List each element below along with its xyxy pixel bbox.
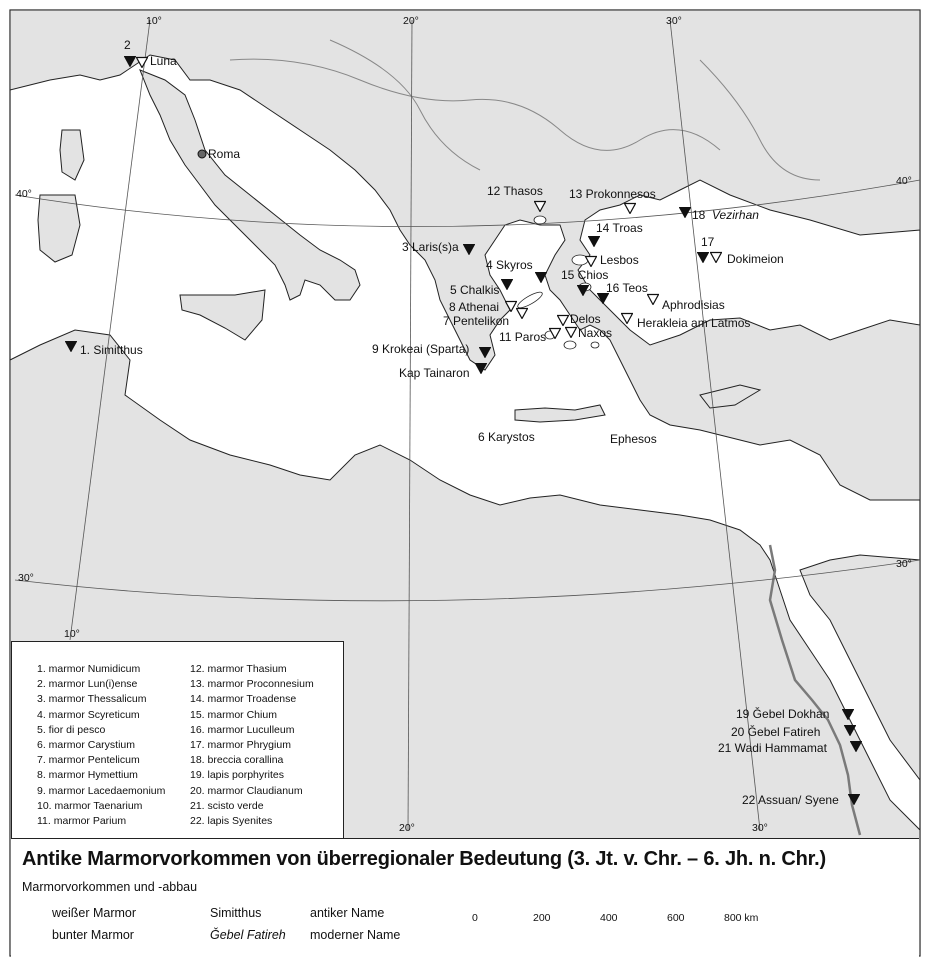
label-karystos: 6 Karystos xyxy=(478,430,535,444)
key-modern-label: moderner Name xyxy=(310,928,401,942)
label-assuan: 22 Assuan/ Syene xyxy=(742,793,839,807)
label-simitthus: 1. Simitthus xyxy=(80,343,143,357)
legend-item: 1. marmor Numidicum xyxy=(37,663,141,675)
label-thasos: 12 Thasos xyxy=(487,184,543,198)
legend-item: 5. fior di pesco xyxy=(37,723,106,736)
legend-item: 22. lapis Syenites xyxy=(190,815,273,828)
legend-item: 12. marmor Thasium xyxy=(190,663,287,675)
label-naxos: Naxos xyxy=(578,326,613,340)
label-ephesos: Ephesos xyxy=(610,432,657,446)
label-athenai: 8 Athenai xyxy=(449,300,500,314)
legend-item: 7. marmor Pentelicum xyxy=(37,754,140,767)
label-dokimeion: Dokimeion xyxy=(727,252,784,266)
legend-item: 21. scisto verde xyxy=(190,799,264,812)
label-prokonnesos: 13 Prokonnesos xyxy=(569,187,656,201)
coord-left-30: 30° xyxy=(18,572,34,584)
label-herakleia: Herakleia am Latmos xyxy=(637,316,751,330)
label-aphrodisias: Aphrodisias xyxy=(662,298,725,312)
label-pentelikon: 7 Pentelikon xyxy=(443,314,510,328)
label-larissa: 3 Laris(s)a xyxy=(402,240,459,254)
legend-col-2 xyxy=(190,662,314,829)
coord-bottom-20: 20° xyxy=(399,822,415,834)
legend-item: 8. marmor Hymettium xyxy=(37,769,138,782)
map-title: Antike Marmorvorkommen von überregionaler Bedeutung (3. Jt. v. Chr. – 6. Jh. n. Chr.) xyxy=(22,848,826,870)
legend-item: 18. breccia corallina xyxy=(190,754,284,767)
map-subtitle: Marmorvorkommen und -abbau xyxy=(22,880,198,894)
coord-top-20: 20° xyxy=(403,15,419,27)
label-hammamat: 21 Wadi Hammamat xyxy=(718,741,827,755)
legend-item: 20. marmor Claudianum xyxy=(190,784,303,797)
legend-item: 16. marmor Luculleum xyxy=(190,723,295,736)
legend-item: 17. marmor Phrygium xyxy=(190,739,291,752)
legend-item: 11. marmor Parium xyxy=(37,815,127,828)
legend-item: 15. marmor Chium xyxy=(190,708,277,721)
label-teos: 16 Teos xyxy=(606,281,648,295)
label-delos: Delos xyxy=(570,312,601,326)
label-tainaron: Kap Tainaron xyxy=(399,366,470,380)
label-dokhan: 19 Ǧebel Dokhan xyxy=(736,707,830,721)
scale-tick-400: 400 xyxy=(600,912,618,924)
coord-right-30: 30° xyxy=(896,558,912,570)
key-ancient-label: antiker Name xyxy=(310,906,385,920)
label-chalkis: 5 Chalkis xyxy=(450,283,500,297)
label-vezirhan-num: 18 xyxy=(692,208,706,222)
coord-right-40: 40° xyxy=(896,175,912,187)
scale-tick-0: 0 xyxy=(472,912,478,924)
legend-item: 9. marmor Lacedaemonium xyxy=(37,784,166,797)
legend-list-box xyxy=(11,641,344,839)
label-chios: 15 Chios xyxy=(561,268,609,282)
label-dokimeion-num: 17 xyxy=(701,235,715,249)
legend-item: 2. marmor Lun(i)ense xyxy=(37,678,138,691)
label-luna: Luna xyxy=(150,54,177,68)
label-paros: 11 Paros xyxy=(499,330,547,344)
label-luna-num: 2 xyxy=(124,38,131,52)
label-roma: Roma xyxy=(208,147,241,161)
label-lesbos: Lesbos xyxy=(600,253,639,267)
coord-top-30: 30° xyxy=(666,15,682,27)
label-krokeai: 9 Krokeai (Sparta) xyxy=(372,342,470,356)
coord-bottom-30: 30° xyxy=(752,822,768,834)
key-modern-example: Ǧebel Fatireh xyxy=(210,928,286,942)
legend-item: 3. marmor Thessalicum xyxy=(37,693,147,706)
marker-roma xyxy=(198,150,206,158)
legend-item: 10. marmor Taenarium xyxy=(37,799,143,812)
legend-item: 6. marmor Carystium xyxy=(37,739,136,752)
label-troas: 14 Troas xyxy=(596,221,643,235)
scale-tick-200: 200 xyxy=(533,912,551,924)
label-fatireh: 20 Ǧebel Fatireh xyxy=(731,725,821,739)
key-white-label: weißer Marmor xyxy=(52,906,137,920)
key-ancient-example: Simitthus xyxy=(210,906,262,920)
scale-tick-600: 600 xyxy=(667,912,685,924)
coord-top-10: 10° xyxy=(146,15,162,27)
legend-item: 14. marmor Troadense xyxy=(190,693,297,706)
legend-item: 13. marmor Proconnesium xyxy=(190,678,314,691)
legend-col-1 xyxy=(37,662,165,829)
legend-item: 19. lapis porphyrites xyxy=(190,769,284,782)
scale-tick-800: 800 km xyxy=(724,912,759,924)
legend-item: 4. marmor Scyreticum xyxy=(37,708,140,721)
coord-bottom-10: 10° xyxy=(64,628,80,640)
coord-left-40: 40° xyxy=(16,188,32,200)
label-skyros: 4 Skyros xyxy=(486,258,533,272)
key-colored-label: bunter Marmor xyxy=(52,928,134,942)
label-vezirhan: Vezirhan xyxy=(712,208,759,222)
